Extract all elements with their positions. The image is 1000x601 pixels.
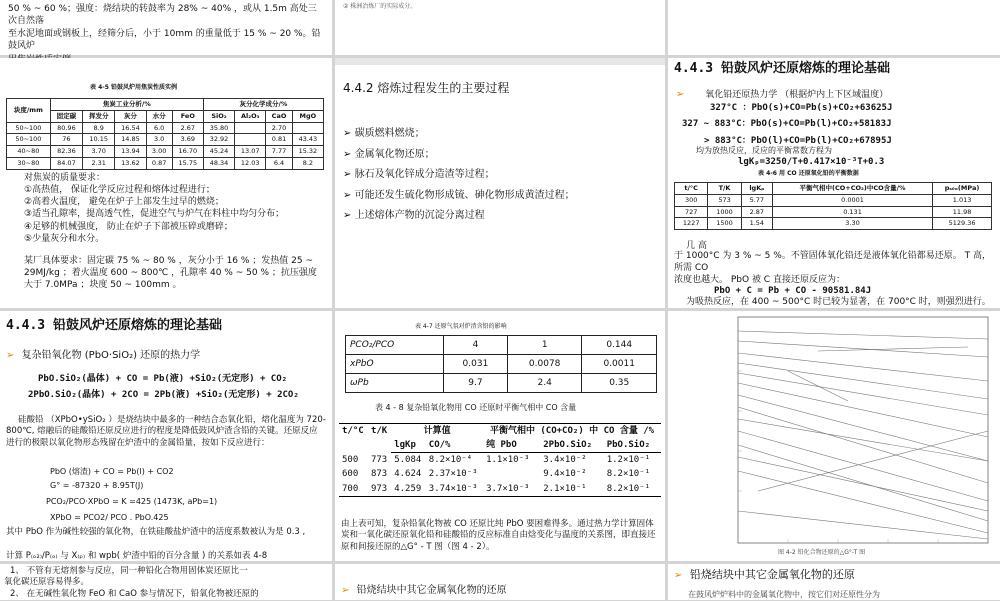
- paragraph: 于 1000°C 为 3 % ~ 5 %。不管固体氧化铅还是液体氧化铅都易还原。 T 高，所需 CO: [674, 251, 992, 274]
- table-cell: 2.87: [741, 206, 772, 218]
- row-label: PCO₂/PCO: [346, 336, 444, 355]
- table-cell: 1000: [708, 206, 741, 218]
- list-item-text: 金属氧化物还原；: [354, 148, 435, 160]
- table-cell: 4: [443, 336, 507, 355]
- equation-note: 均为放热反应，反应的平衡常数方程为: [696, 146, 832, 155]
- text-line: 2、 在无碱性氧化物 FeO 和 CaO 参与情况下，铅氧化物被还原的: [10, 589, 259, 599]
- slide-top-left: [0, 0, 332, 55]
- table-cell: 0.131: [772, 206, 932, 218]
- table-cell: [292, 122, 323, 134]
- table-row: [339, 467, 661, 481]
- row-label: ωPb: [346, 374, 444, 393]
- table-row: [7, 157, 324, 169]
- complex-oxide-table: [339, 423, 661, 497]
- text-fragment: 几 高: [686, 241, 707, 251]
- table-caption: 表 4-5 铅鼓风炉用焦炭性质实例: [90, 84, 178, 91]
- table-cell: 1227: [675, 218, 708, 230]
- table-cell: 2.4: [507, 374, 582, 393]
- summary-paragraph: 由上表可知，复杂铅氧化物被 CO 还原比纯 PbO 要困难得多。通过热力学计算固体炭和一氧化碳还原氧化铅和硅酸铅的反应标准自由焓变化与温度的关系图，即直接还原和间接还原的△G° - T 图（图 4 - 2）。: [341, 519, 656, 552]
- table-cell: 16.70: [172, 146, 203, 158]
- table-cell: 1.013: [933, 194, 992, 206]
- list-item: ③适当孔隙率，提高透气性，促进空气与炉气在料柱中均匀分布；: [24, 209, 285, 220]
- equation: PCO₂/PCO·XPbO = K =425 (1473K, aPb=1): [46, 497, 218, 506]
- slide-title: 4.4.2 熔炼过程发生的主要过程: [343, 81, 510, 95]
- table-cell: 2.67: [172, 122, 203, 134]
- table-cell: 0.0011: [582, 355, 657, 374]
- table-header: CO/%: [426, 438, 483, 453]
- table-cell: 45.24: [203, 146, 234, 158]
- figure-caption: 图 4-2 铅化合物还原的△G°-T 图: [778, 549, 866, 556]
- table-cell: 5129.36: [933, 218, 992, 230]
- slide-table-4-7: [335, 311, 665, 561]
- table-row: [346, 336, 657, 355]
- equation: XPbO = PCO2/ PCO . PbO.425: [50, 513, 169, 522]
- paragraph: 硅酸铅 （XPbO•ySiO₂ ）是烧结块中最多的一种结合态氧化铅，熔化温度为 720-800℃, 熔融后的硅酸铅还原反应进行的程度是降低鼓风炉渣含铅的关键。还原反应进行的极限以氧化物形态残留在炉渣中的金属铅量，按如下反应进行：: [6, 415, 326, 448]
- table-header: 固定碳: [50, 110, 82, 122]
- table-cell: 35.80: [203, 122, 234, 134]
- equation: lgKₚ=3250/T+0.417×10⁻³T+0.3: [738, 157, 885, 167]
- delta-g-t-diagram: [668, 311, 1000, 561]
- table-cell: 4.259: [394, 483, 422, 494]
- table-cell: 7.77: [266, 146, 292, 158]
- table-cell: 15.32: [292, 146, 323, 158]
- table-cell: 76: [50, 134, 82, 146]
- paragraph: 计算 P₍ₒ₂₎/P₍ₒ₎ 与 X₍ₚ₎ 和 wpb( 炉渣中铅的百分含量 ) 的关系如表 4-8: [6, 551, 268, 561]
- table-cell: 573: [708, 194, 741, 206]
- table-header: lgKₚ: [741, 183, 772, 195]
- slide-title-row: [674, 568, 855, 583]
- table-cell: [235, 134, 266, 146]
- text-line: 在鼓风炉炉料中的金属氧化物中，按它们对还原性分为: [688, 590, 880, 599]
- bullet-arrow-icon: ➢: [676, 89, 685, 100]
- slide-title-row: [341, 584, 507, 598]
- bullet-arrow-icon: ➢: [343, 189, 352, 201]
- table-row: [675, 194, 992, 206]
- slide-443b: [0, 311, 332, 561]
- table-header: PbO.SiO₂: [604, 438, 661, 453]
- equation: PbO (熔渣) + CO = Pb(l) + CO2: [50, 467, 174, 476]
- table-row: [675, 218, 992, 230]
- table-cell: 82.36: [50, 146, 82, 158]
- table-header: MgO: [292, 110, 323, 122]
- slide-bottom-mid: [335, 564, 665, 600]
- slide-figure-4-2: [668, 311, 1000, 561]
- table-row: [346, 355, 657, 374]
- table-cell: 1.54: [741, 218, 772, 230]
- table-cell: 3.69: [172, 134, 203, 146]
- table-cell: 3.0: [146, 134, 172, 146]
- table-caption: 表 4-7 还原气氛对炉渣含铅的影响: [415, 323, 507, 330]
- table-cell: 40~80: [7, 146, 51, 158]
- table-cell: 873: [370, 469, 388, 480]
- table-cell: 700: [342, 483, 359, 494]
- table-header: T/K: [708, 183, 741, 195]
- slide-442: [335, 58, 665, 308]
- list-item: [343, 127, 661, 141]
- table-caption: 表 4-6 用 CO 还原氧化铅的平衡数据: [758, 170, 859, 177]
- table-cell: 0.87: [146, 157, 172, 169]
- footnote: ② 株洲冶炼厂的实际成分。: [343, 3, 417, 10]
- slide-title: 铅烧结块中其它金属氧化物的还原: [689, 568, 855, 581]
- table-row: [346, 374, 657, 393]
- lead-label: 复杂铅氧化物 (PbO·SiO₂) 还原的热力学: [21, 350, 201, 361]
- table-header: 焦炭工业分析/%: [50, 99, 203, 111]
- factory-requirements: 某厂具体要求：固定碳 75 % ~ 80 % ，灰分小于 16 % ；发热值 25 ~ 29MJ/kg ；着火温度 600 ~ 800℃ ，孔隙率 40 % ~ 50 % ；抗压强度大于 7.0MPa ；块度 50 ~ 100mm 。: [24, 255, 317, 291]
- table-cell: 13.07: [235, 146, 266, 158]
- table-cell: 80.96: [50, 122, 82, 134]
- list-item: ⑤少量灰分和水分。: [24, 233, 105, 244]
- table-cell: 14.85: [115, 134, 146, 146]
- list-item: [343, 189, 661, 203]
- table-cell: 5.77: [741, 194, 772, 206]
- table-cell: 1500: [708, 218, 741, 230]
- table-cell: 3.00: [146, 146, 172, 158]
- table-cell: 9.4×10⁻²: [543, 469, 587, 480]
- table-cell: 727: [675, 206, 708, 218]
- slide-bottom-right: [668, 564, 1000, 600]
- table-cell: 2.70: [266, 122, 292, 134]
- equation: PbO + C = Pb + CO - 90581.84J: [714, 286, 872, 296]
- table-header: 灰分化学成分/%: [203, 99, 323, 111]
- table-cell: 48.34: [203, 157, 234, 169]
- table-row: [339, 482, 661, 497]
- bullet-arrow-icon: ➢: [6, 350, 15, 361]
- paragraph: 其中 PbO 作为碱性较强的氧化物，在铁硅酸盐炉渣中的活度系数被认为是 0.3 ,: [6, 527, 306, 537]
- table-row: [339, 453, 661, 468]
- equation: 327 ~ 883°C：PbO(s)+CO=Pb(l)+CO₂+58183J: [682, 119, 892, 129]
- table-cell: 50~100: [7, 134, 51, 146]
- table-cell: 6.0: [146, 122, 172, 134]
- text-line: 50 % ~ 60 %；强度：烧结块的转鼓率为 28% ~ 40% ，或从 1.5m 高处三次自然落: [8, 4, 317, 27]
- table-cell: 13.62: [115, 157, 146, 169]
- table-cell: 300: [675, 194, 708, 206]
- table-header: t/K: [370, 426, 388, 436]
- table-cell: 500: [342, 454, 359, 465]
- table-cell: 773: [370, 454, 388, 465]
- slide-coke-table: [0, 58, 332, 308]
- table-cell: 8.2×10⁻¹: [606, 483, 651, 494]
- table-cell: 8.2×10⁻⁴: [428, 455, 473, 466]
- slide-bottom-left: [0, 564, 332, 600]
- table-cell: 43.43: [292, 134, 323, 146]
- slide-top-mid: [335, 0, 665, 55]
- equation: 327°C ：PbO(s)+CO=Pb(s)+CO₂+63625J: [710, 103, 893, 113]
- table-cell: 1.2×10⁻¹: [606, 455, 651, 466]
- list-item-text: 碳质燃料燃烧；: [354, 128, 425, 139]
- table-cell: 4.624: [394, 469, 422, 480]
- table-header: 水分: [146, 110, 172, 122]
- table-row: [675, 206, 992, 218]
- table-header: 2PbO.SiO₂: [540, 438, 603, 453]
- bullet-arrow-icon: ➢: [674, 570, 683, 581]
- table-header: 块度/mm: [7, 99, 51, 123]
- paragraph: 为吸热反应，在 400 ~ 500°C 时已较为显著，在 700°C 时，则强烈进行。: [686, 297, 991, 307]
- paragraph: 浓度也越大。 PbO 被 C 直接还原反应为：: [674, 275, 845, 285]
- table-cell: 1.1×10⁻³: [486, 455, 530, 466]
- slide-title: 铅烧结块中其它金属氧化物的还原: [356, 585, 507, 596]
- slide-443a: [668, 58, 1000, 308]
- table-caption: 表 4 - 8 复杂铅氧化物用 CO 还原时平衡气相中 CO 含量: [375, 403, 577, 412]
- bullet-arrow-icon: ➢: [343, 128, 352, 139]
- table-cell: 12.03: [235, 157, 266, 169]
- list-item-text: 上述熔体产物的沉淀分离过程: [354, 210, 485, 221]
- list-item-text: 脉石及氧化锌成分造渣等过程；: [354, 169, 495, 180]
- list-item-text: 可能还发生硫化物形成锍、砷化物形成黄渣过程；: [354, 189, 575, 201]
- list-item: ②高着火温度， 避免在炉子上部发生过早的燃烧；: [24, 197, 224, 208]
- table-cell: 0.0078: [507, 355, 582, 374]
- table-cell: 84.07: [50, 157, 82, 169]
- table-cell: 11.98: [933, 206, 992, 218]
- table-header: pₛ₀ₒ(MPa): [933, 183, 992, 195]
- equation: PbO.SiO₂(晶体) + CO = Pb(液) +SiO₂(无定形) + CO₂: [38, 374, 288, 384]
- bullet-arrow-icon: ➢: [343, 210, 352, 221]
- table-cell: 3.70: [83, 146, 115, 158]
- table-cell: 3.30: [772, 218, 932, 230]
- lead-text: [6, 349, 200, 363]
- slide-header-bar: [335, 58, 665, 65]
- table-cell: 1: [507, 336, 582, 355]
- table-cell: 973: [370, 483, 388, 494]
- table-row: [7, 134, 324, 146]
- table-header: SiO₂: [203, 110, 234, 122]
- table-header: CaO: [266, 110, 292, 122]
- table-cell: 50~100: [7, 122, 51, 134]
- table-cell: 30~80: [7, 157, 51, 169]
- equation: > 883°C：PbO(l)+CO=Pb(l)+CO₂+67895J: [704, 136, 892, 146]
- table-cell: 8.9: [83, 122, 115, 134]
- bullet-arrow-icon: ➢: [343, 148, 352, 160]
- bullet-arrow-icon: ➢: [341, 585, 350, 596]
- table-cell: 5.084: [394, 455, 422, 466]
- co-equilibrium-table: [674, 182, 992, 230]
- table-cell: 2.37×10⁻³: [428, 469, 478, 480]
- list-item: ①高热值， 保证化学反应过程和熔体过程进行；: [24, 185, 215, 196]
- table-row: [7, 146, 324, 158]
- table-header: lgKp: [391, 438, 426, 453]
- list-item: ④足够的机械强度， 防止在炉子下部被压碎或磨碎；: [24, 221, 233, 232]
- table-cell: 32.92: [203, 134, 234, 146]
- table-header: 计算值: [423, 426, 451, 436]
- table-cell: 9.7: [443, 374, 507, 393]
- lead-text: [676, 88, 888, 102]
- table-cell: 8.2×10⁻¹: [606, 469, 651, 480]
- table-header: t/°C: [342, 426, 364, 436]
- text-line: 1、 不管有无熔剂参与反应，同一种铅化合物用固体炭还原比一: [10, 566, 248, 576]
- table-cell: 3.7×10⁻³: [486, 483, 530, 494]
- table-header: FeO: [172, 110, 203, 122]
- table-header: 挥发分: [83, 110, 115, 122]
- table-header: Al₂O₃: [235, 110, 266, 122]
- table-row: [7, 122, 324, 134]
- table-cell: 0.0001: [772, 194, 932, 206]
- slide-top-right: [668, 0, 1000, 55]
- coke-table: [6, 98, 324, 170]
- table-header: 纯 PbO: [483, 438, 540, 453]
- table-cell: 8.2: [292, 157, 323, 169]
- table-cell: [235, 122, 266, 134]
- table-cell: 600: [342, 469, 359, 480]
- table-cell: 6.4: [266, 157, 292, 169]
- table-cell: 15.75: [172, 157, 203, 169]
- table-header: 平衡气相中 (CO+CO₂) 中 CO 含量 /%: [489, 426, 655, 436]
- table-header: 平衡气相中(CO+CO₂)中CO含量/%: [772, 183, 932, 195]
- process-list: [343, 120, 661, 230]
- table-header: 灰分: [115, 110, 146, 122]
- bullet-arrow-icon: ➢: [343, 169, 352, 180]
- table-cell: 2.1×10⁻¹: [543, 483, 587, 494]
- slide-title: 4.4.3 铅鼓风炉还原熔炼的理论基础: [674, 61, 890, 76]
- list-item: [343, 148, 661, 162]
- equation: G° = -87320 + 8.95T(J): [50, 481, 144, 490]
- lead-label: 氧化铅还原热力学 （根据炉内上下区域温度）: [705, 90, 889, 100]
- table-cell: 0.144: [582, 336, 657, 355]
- table-cell: 2.31: [83, 157, 115, 169]
- table-cell: [483, 467, 540, 481]
- table-cell: 10.15: [83, 134, 115, 146]
- table-cell: 0.031: [443, 355, 507, 374]
- text-line: 氧化碳还原容易得多。: [4, 577, 90, 587]
- reduction-atmosphere-table: [345, 335, 657, 393]
- slide-title: 4.4.3 铅鼓风炉还原熔炼的理论基础: [6, 318, 222, 333]
- table-cell: 3.74×10⁻³: [428, 483, 478, 494]
- list-item: [343, 209, 661, 223]
- table-cell: 13.94: [115, 146, 146, 158]
- table-cell: 0.81: [266, 134, 292, 146]
- row-label: xPbO: [346, 355, 444, 374]
- table-header: t/°C: [675, 183, 708, 195]
- table-cell: 0.35: [582, 374, 657, 393]
- list-item: [343, 168, 661, 182]
- table-cell: 16.54: [115, 122, 146, 134]
- table-cell: 3.4×10⁻²: [543, 455, 587, 466]
- requirements-title: 对焦炭的质量要求：: [24, 173, 106, 183]
- equation: 2PbO.SiO₂(晶体) + 2CO = 2Pb(液) +SiO₂(无定形) + 2CO₂: [28, 390, 299, 400]
- text-line: 至水泥地面或钢板上，经筛分后，小于 10mm 的重量低于 15 % ~ 20 %。铅鼓风炉: [8, 29, 321, 52]
